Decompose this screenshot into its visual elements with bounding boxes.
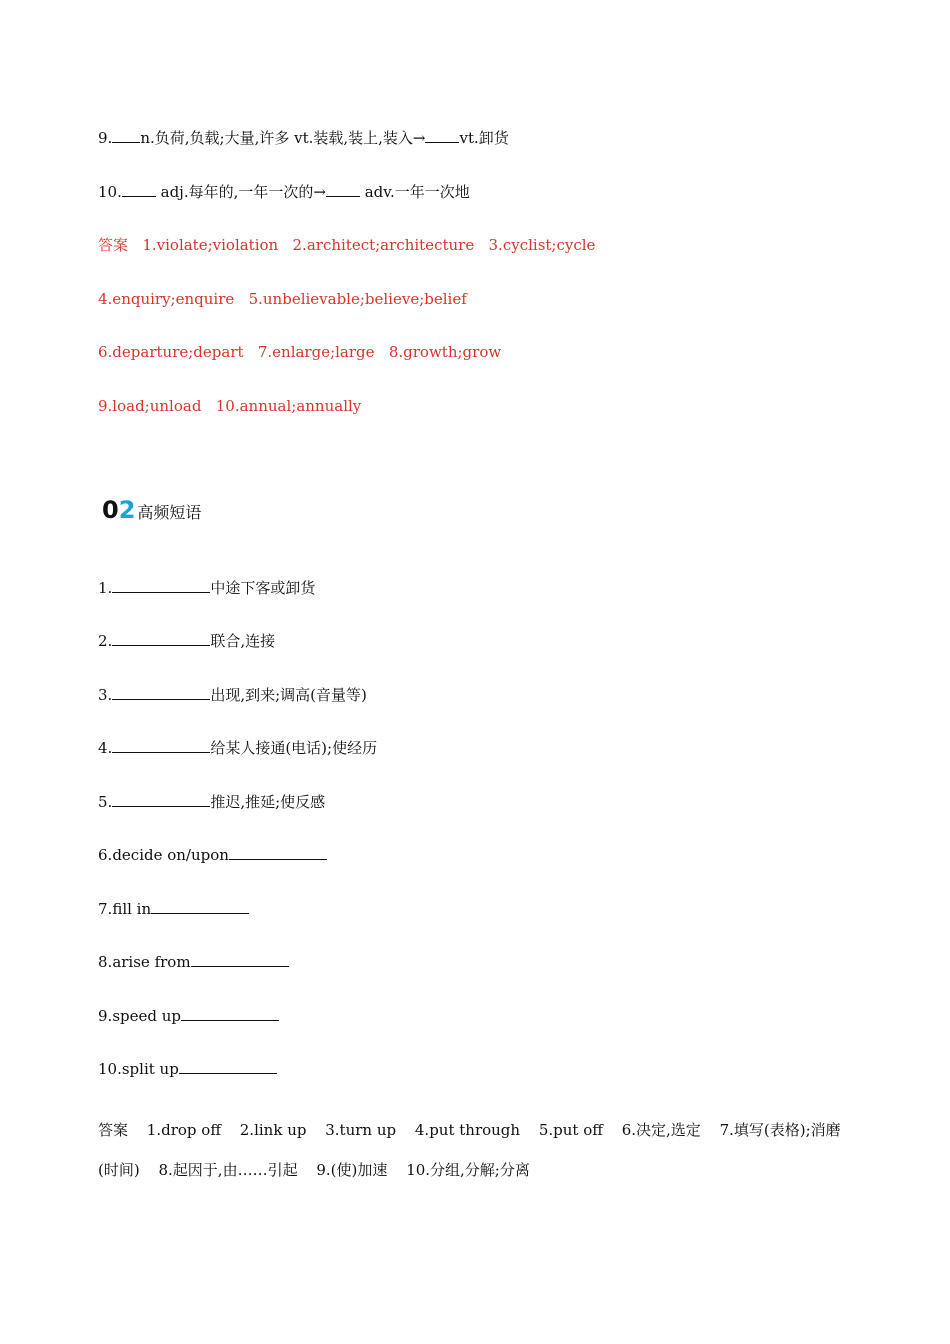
phrase-item: 10.split up	[98, 1059, 277, 1079]
answer-blank[interactable]	[191, 952, 289, 967]
vocab-item-9: 9. n.负荷,负载;大量,许多 vt.装载,装上,装入→ vt.卸货	[98, 129, 509, 147]
answer-label: 答案	[98, 1121, 129, 1139]
answer-blank[interactable]	[112, 792, 210, 807]
answer-blank[interactable]	[112, 631, 210, 646]
answer-blank[interactable]	[181, 1006, 279, 1021]
answer-row: 9.load;unload 10.annual;annually	[98, 397, 362, 415]
phrase-item: 3. 出现,到来;调高(音量等)	[98, 686, 367, 704]
answer-label: 答案	[98, 236, 129, 254]
answer-blank[interactable]	[179, 1059, 277, 1074]
phrase-item: 2. 联合,连接	[98, 632, 276, 650]
answer-block: 答案 1.drop off 2.link up 3.turn up 4.put through 5.put off 6.决定,选定 7.填写(表格);消磨(时间) 8.起因于,由……引起 9.(使)加速 10.分组,分解;分离	[98, 1121, 841, 1179]
vocab-item-10: 10. adj.每年的,一年一次的→ adv.一年一次地	[98, 183, 470, 201]
answer-blank[interactable]	[122, 182, 156, 197]
phrase-item: 7.fill in	[98, 899, 249, 919]
answer-blank[interactable]	[425, 128, 459, 143]
section-number: 0	[102, 496, 119, 524]
phrase-item: 8.arise from	[98, 952, 289, 972]
answer-blank[interactable]	[112, 738, 210, 753]
answer-blank[interactable]	[151, 899, 249, 914]
answer-blank[interactable]	[112, 685, 210, 700]
answer-blank[interactable]	[229, 845, 327, 860]
answer-row: 答案 1.violate;violation 2.architect;architecture 3.cyclist;cycle	[98, 236, 596, 254]
phrase-item: 4. 给某人接通(电话);使经历	[98, 739, 378, 757]
answer-row: 6.departure;depart 7.enlarge;large 8.growth;grow	[98, 343, 502, 361]
answer-blank[interactable]	[112, 578, 210, 593]
phrase-item: 6.decide on/upon	[98, 845, 327, 865]
phrase-item: 9.speed up	[98, 1006, 279, 1026]
phrase-item: 1. 中途下客或卸货	[98, 579, 316, 597]
answer-row: 4.enquiry;enquire 5.unbelievable;believe;belief	[98, 290, 467, 308]
answer-blank[interactable]	[326, 182, 360, 197]
section-heading	[102, 496, 201, 524]
section-title: 高频短语	[137, 503, 202, 522]
section-number-accent: 2	[118, 496, 136, 524]
phrase-item: 5. 推迟,推延;使反感	[98, 793, 326, 811]
answer-blank[interactable]	[112, 128, 140, 143]
